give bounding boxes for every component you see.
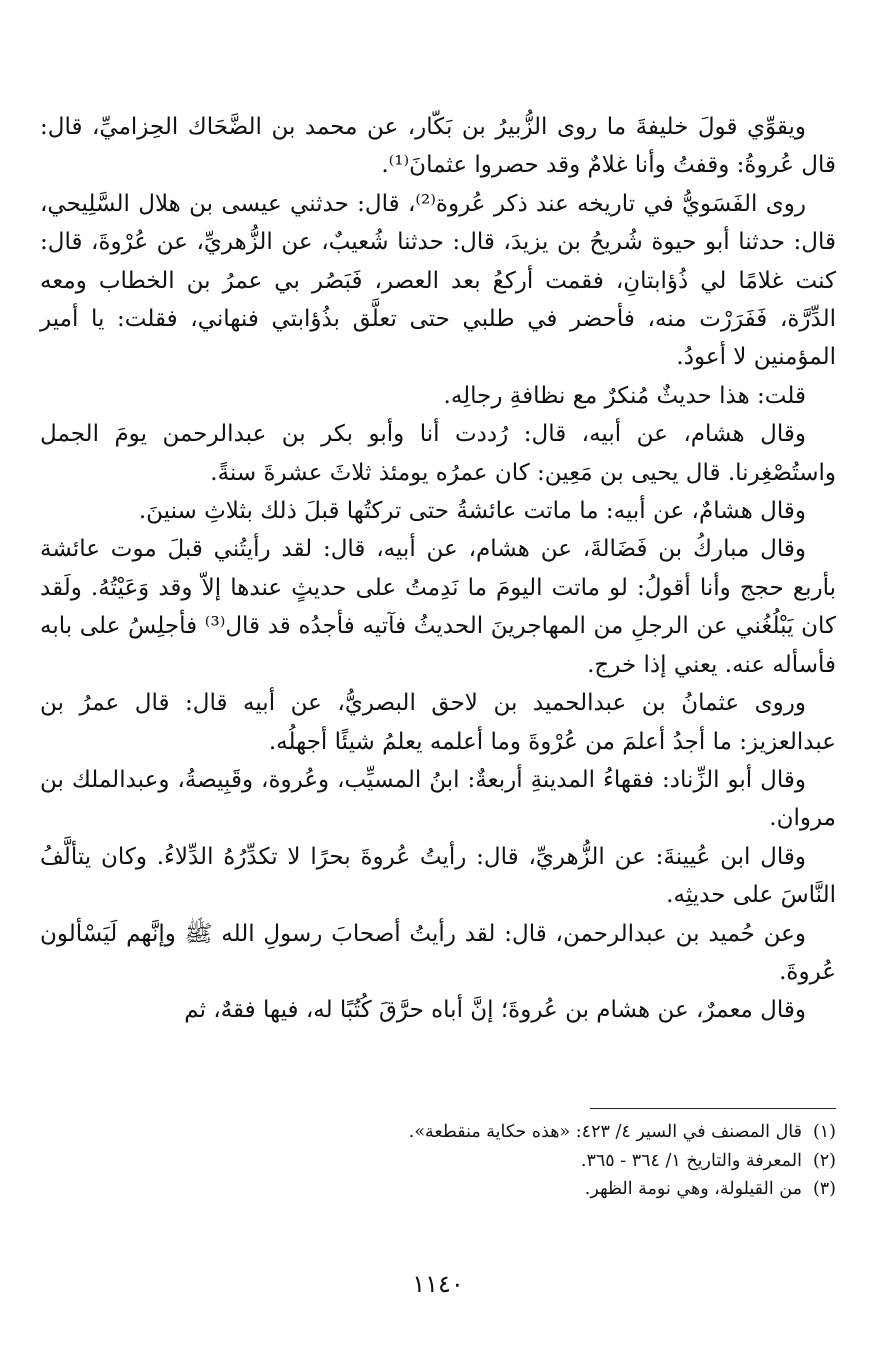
paragraph: وقال معمرٌ، عن هشام بن عُروةَ؛ إنَّ أباه حرَّقَ كُتُبًا له، فيها فقهٌ، ثم [184,997,806,1024]
footnote-text: المعرفة والتاريخ ١/ ٣٦٤ - ٣٦٥. [580,1150,802,1171]
paragraph: ويقوِّي قولَ خليفةَ ما روى الزُّبيرُ بن بَكّار، عن محمد بن الضَّحَاك الحِزاميِّ، قال: قال عُروةُ: وقفتُ وأنا غلامٌ وقد حصروا عثمانَ⁽¹⁾. [40,114,836,179]
footnote [40,1175,836,1204]
paragraph: وقال أبو الزِّناد: فقهاءُ المدينةِ أربعةٌ: ابنُ المسيِّب، وعُروة، وقَبِيصةُ، وعبدالملك بن مروان. [40,766,836,832]
paragraph: وقال هشام، عن أبيه، قال: رُددت أنا وأبو بكر بن عبدالرحمن يومَ الجمل واستُصْغِرنا. قال يحيى بن مَعِين: كان عمرُه يومئذ ثلاثَ عشرةَ سنةً. [40,421,836,486]
page-number: ١١٤٠ [412,1270,464,1298]
paragraph: وقال مباركُ بن فَضَالةَ، عن هشام، عن أبيه، قال: لقد رأيتُني قبلَ موت عائشة بأربع حجج وأنا أقولُ: لو ماتت اليومَ ما نَدِمتُ على حديثٍ عندها إلاّ وقد وَعَيْتُهُ. ولَقد كان يَبْلُغُني عن الرجلِ من المهاجرينَ الحديثُ فآتيه فأجدُه قد قال⁽³⁾ فأجلِسُ على بابه فأسأله عنه. يعني إذا خرج. [40,536,837,678]
footnotes [40,1118,836,1204]
paragraph: وعن حُميد بن عبدالرحمن، قال: لقد رأيتُ أصحابَ رسولِ الله ﷺ وإنَّهم لَيَسْألون عُروةَ. [40,920,836,985]
footnote-number: (١) [812,1122,836,1142]
footnote-separator [590,1108,836,1109]
paragraph: وروى عثمانُ بن عبدالحميد بن لاحق البصريُّ، عن أبيه قال: قال عمرُ بن عبدالعزيز: ما أجدُ أعلمَ من عُرْوةَ وما أعلمه يعلمُ شيئًا أجهلُه. [40,690,836,755]
footnote-number: (٢) [812,1150,836,1171]
paragraph: وقال ابن عُيينةَ: عن الزُّهريِّ، قال: رأيتُ عُروةَ بحرًا لا تكدِّرُهُ الدِّلاءُ. وكان يتألَّفُ النَّاسَ على حديثِه. [40,843,836,909]
footnote-text: من القيلولة، وهي نومة الظهر. [584,1179,802,1199]
paragraph: قلت: هذا حديثٌ مُنكرٌ مع نظافةِ رجالِه. [443,382,806,409]
footnote [40,1118,836,1147]
footnote-number: (٣) [812,1179,836,1199]
paragraph: وقال هشامٌ، عن أبيه: ما ماتت عائشةُ حتى تركتُها قبلَ ذلك بثلاثِ سنينَ. [138,498,806,525]
footnote [40,1147,836,1176]
book-page [40,108,836,1358]
footnote-text: قال المصنف في السير ٤/ ٤٢٣: «هذه حكاية منقطعة». [408,1122,802,1142]
paragraph: روى الفَسَويُّ في تاريخه عند ذكر عُروة⁽²⁾، قال: حدثني عيسى بن هلال السَّلِيحي، قال: حدثنا أبو حيوة شُريحُ بن يزيدَ، قال: حدثنا شُعيبٌ، عن الزُّهريِّ، عن عُرْوةَ، قال: كنت غلامًا لي ذُؤابتانِ، فقمت أركعُ بعد العصر، فَبَصُر بي عمرُ بن الخطاب ومعه الدِّرَّة، فَفَرَرْت منه، فأحضر في طلبي حتى تعلَّق بذُؤابتي فنهاني، فقلت: يا أمير المؤمنين لا أعودُ. [40,190,836,371]
main-text [40,108,836,1030]
